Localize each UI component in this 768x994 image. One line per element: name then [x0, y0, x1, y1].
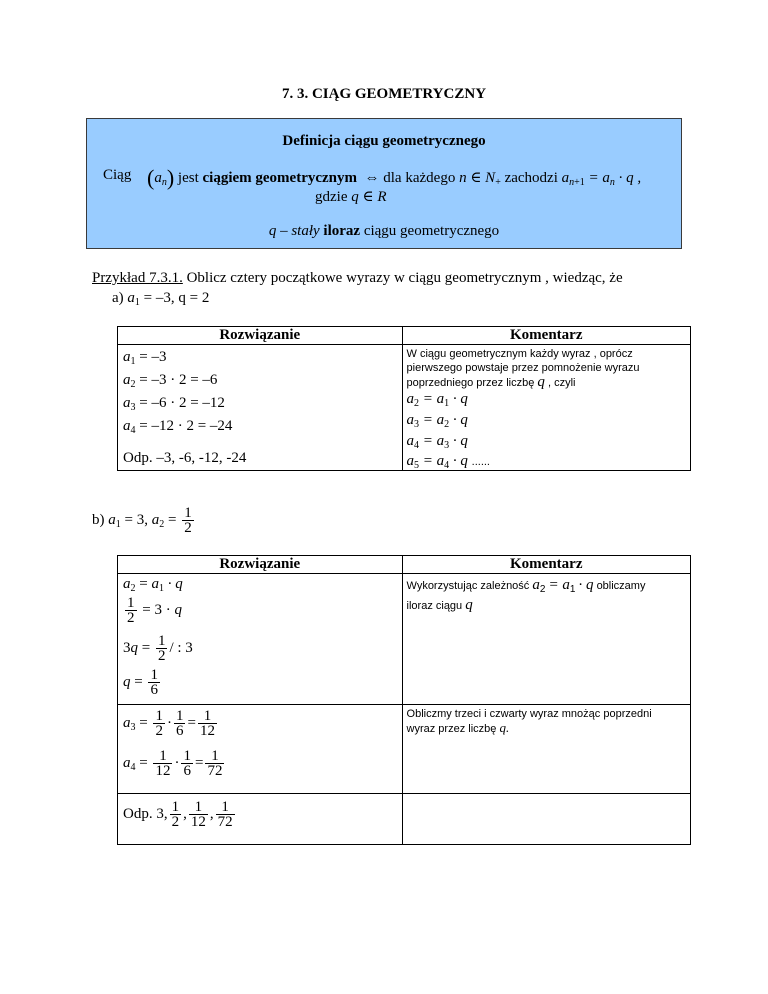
a4-line: $a_4 = -12 \cdot 2 = -24$ [123, 418, 233, 436]
example-part-a: a) $a_1 = -3$, q = 2 [112, 290, 210, 308]
a2-line: $a_2 = -3 \cdot 2 = -6$ [123, 372, 218, 390]
a1-line: $a_1 = -3$ [123, 349, 167, 367]
step-a3: $a_3$ = $\frac{1}{2}$ · $\frac{1}{6}$ = $\frac{1}{12}$ [123, 708, 215, 739]
rule-a5: $a_5 = a_4 \cdot q$ ...... [406, 453, 490, 471]
answer-b: Odp. 3, $\frac{1}{2}$ , $\frac{1}{12}$ , $\frac{1}{72}$ [123, 799, 233, 830]
rule-a4: $a_4 = a_3 \cdot q$ [406, 433, 468, 451]
step-a4: $a_4$ = $\frac{1}{12}$ · $\frac{1}{6}$ = $\frac{1}{72}$ [123, 748, 223, 779]
definition-ciag-label: Ciąg [103, 167, 132, 183]
example-title: Przykład 7.3.1. Oblicz cztery początkowe wyrazy w ciągu geometrycznym , wiedząc, że [92, 270, 623, 286]
comment-b1-cont: iloraz ciągu q [406, 597, 473, 613]
step-a2-formula: $a_2 = a_1 \cdot q$ [123, 576, 183, 594]
definition-box [86, 118, 682, 249]
example-part-b: b) $a_1 = 3$, $a_2$ = $\frac{1}{2}$ [92, 505, 192, 536]
definition-line-2: gdzie q ∈ R [315, 189, 387, 205]
definition-line-1: $(a_n)$ jest ciągiem geometrycznym ⇔ dla każdego n ∈ $N_+$ zachodzi $a_{n+1} = a_n \cdot q$ , [147, 165, 642, 190]
table-b-header-solution: Rozwiązanie [118, 556, 403, 574]
step-3q: 3q = $\frac{1}{2}$ / : 3 [123, 633, 193, 664]
a3-line: $a_3 = -6 \cdot 2 = -12$ [123, 395, 225, 413]
table-b-header-comment: Komentarz [402, 556, 690, 574]
page-title: 7. 3. CIĄG GEOMETRYCZNY [281, 86, 487, 102]
step-half-eq: $\frac{1}{2}$ = 3 · q [127, 595, 182, 626]
definition-heading: Definicja ciągu geometrycznego [282, 133, 486, 149]
solution-table-a [117, 326, 691, 471]
comment-b2: Obliczmy trzeci i czwarty wyraz mnożąc poprzedni wyraz przez liczbę q. [406, 708, 652, 735]
solution-table-b [117, 555, 691, 845]
answer-a: Odp. –3, -6, -12, -24 [123, 450, 247, 466]
comment-b1: Wykorzystując zależność $a_2 = a_1 \cdot q$ obliczamy [406, 577, 646, 595]
table-a-header-comment: Komentarz [402, 327, 690, 345]
step-q: q = $\frac{1}{6}$ [123, 667, 158, 698]
rule-a3: $a_3 = a_2 \cdot q$ [406, 412, 468, 430]
rule-a2: $a_2 = a_1 \cdot q$ [406, 391, 468, 409]
table-a-header-solution: Rozwiązanie [118, 327, 403, 345]
comment-a: W ciągu geometrycznym każdy wyraz , oprócz pierwszego powstaje przez pomnożenie wyrazu poprzedniego przez liczbę q , czyli [406, 348, 640, 390]
definition-line-3: q – stały iloraz ciągu geometrycznego [268, 223, 500, 239]
